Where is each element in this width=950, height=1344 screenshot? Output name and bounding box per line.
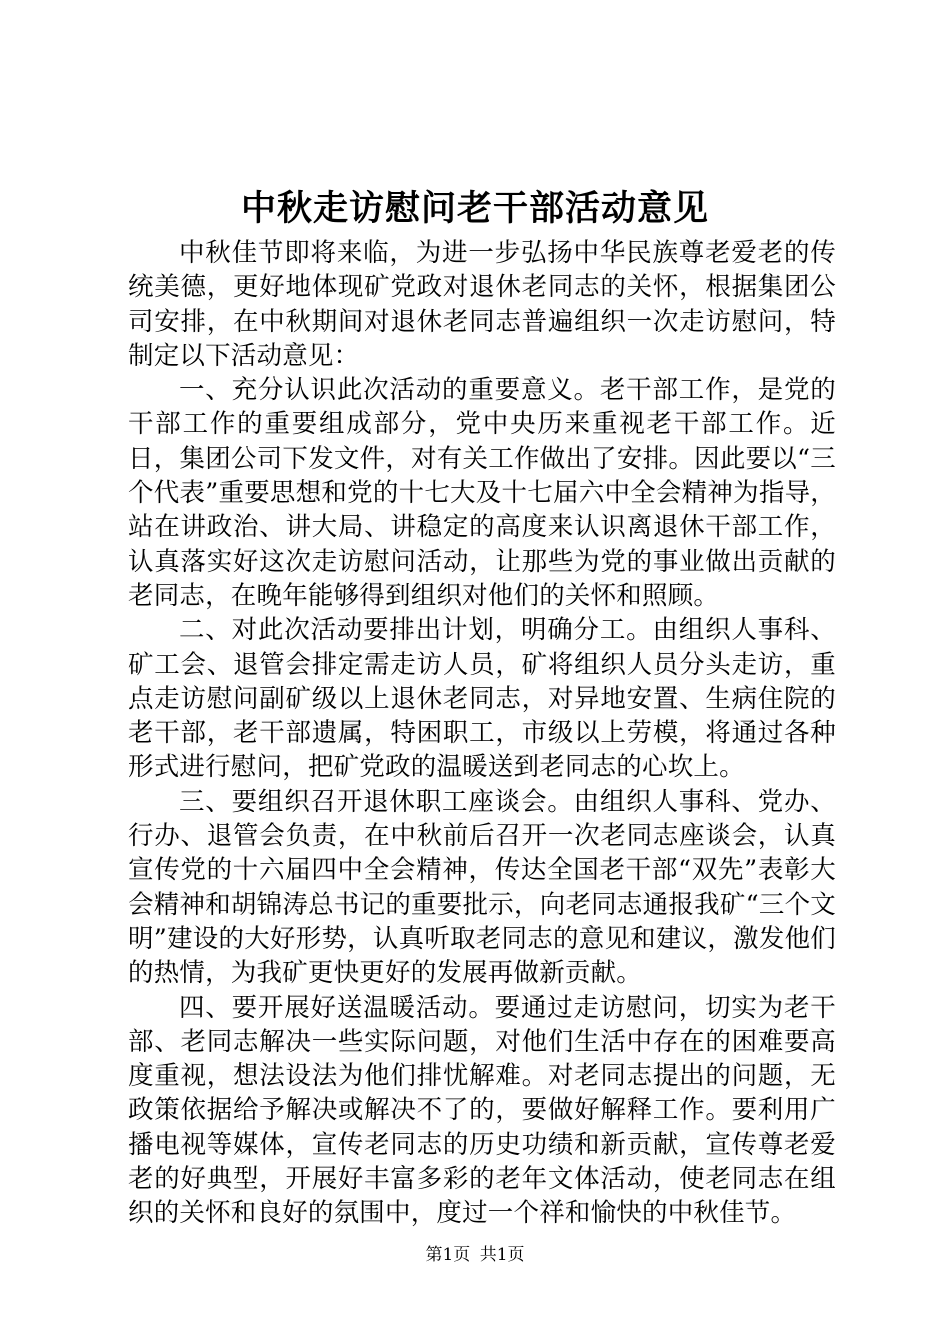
page-footer [0, 1243, 950, 1267]
document-title: 中秋走访慰问老干部活动意见 [240, 188, 709, 229]
document-body [128, 236, 836, 1231]
paragraph-intro: 中秋佳节即将来临，为进一步弘扬中华民族尊老爱老的传统美德，更好地体现矿党政对退休老同志的关怀，根据集团公司安排，在中秋期间对退休老同志普遍组织一次走访慰问，特制定以下活动意见： [128, 238, 836, 371]
page-number: 第1页 [425, 1245, 471, 1265]
page-total: 共1页 [479, 1245, 525, 1265]
paragraph-section-1: 一、充分认识此次活动的重要意义。老干部工作，是党的干部工作的重要组成部分，党中央历来重视老干部工作。近日，集团公司下发文件，对有关工作做出了安排。因此要以“三个代表”重要思想和党的十七大及十七届六中全会精神为指导，站在讲政治、讲大局、讲稳定的高度来认识离退休干部工作，认真落实好这次走访慰问活动，让那些为党的事业做出贡献的老同志，在晚年能够得到组织对他们的关怀和照顾。 [128, 375, 836, 611]
paragraph-section-3: 三、要组织召开退休职工座谈会。由组织人事科、党办、行办、退管会负责，在中秋前后召开一次老同志座谈会，认真宣传党的十六届四中全会精神，传达全国老干部“双先”表彰大会精神和胡锦涛总书记的重要批示，向老同志通报我矿“三个文明”建设的大好形势，认真听取老同志的意见和建议，激发他们的热情，为我矿更快更好的发展再做新贡献。 [128, 786, 836, 989]
paragraph-section-2: 二、对此次活动要排出计划，明确分工。由组织人事科、矿工会、退管会排定需走访人员，矿将组织人员分头走访，重点走访慰问副矿级以上退休老同志，对异地安置、生病住院的老干部，老干部遗属，特困职工，市级以上劳模，将通过各种形式进行慰问，把矿党政的温暖送到老同志的心坎上。 [128, 615, 836, 783]
paragraph-section-4: 四、要开展好送温暖活动。要通过走访慰问，切实为老干部、老同志解决一些实际问题，对他们生活中存在的困难要高度重视，想法设法为他们排忧解难。对老同志提出的问题，无政策依据给予解决或解决不了的，要做好解释工作。要利用广播电视等媒体，宣传老同志的历史功绩和新贡献，宣传尊老爱老的好典型，开展好丰富多彩的老年文体活动，使老同志在组织的关怀和良好的氛围中，度过一个祥和愉快的中秋佳节。 [128, 992, 836, 1229]
